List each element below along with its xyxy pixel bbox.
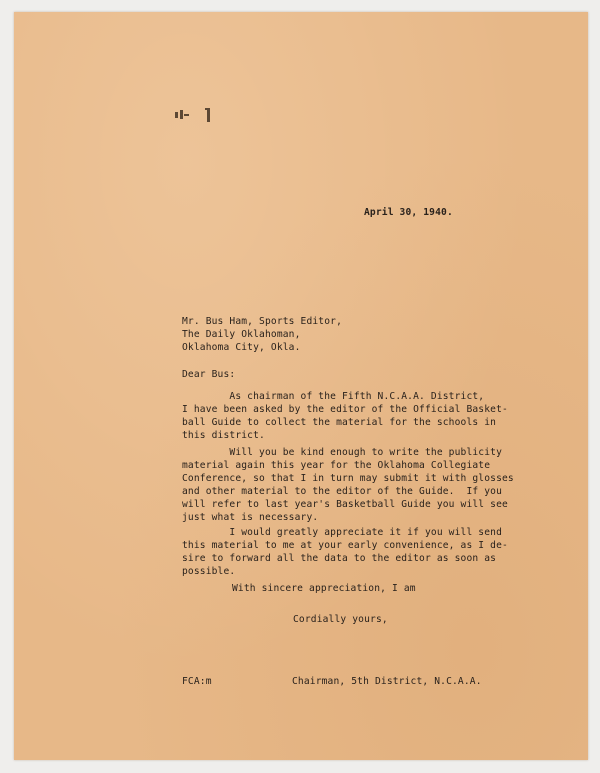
address-line: The Daily Oklahoman, [182, 329, 301, 340]
paragraph-line: this material to me at your early convenience, as I de- [182, 540, 508, 551]
paragraph-line: this district. [182, 430, 265, 441]
letter-date: April 30, 1940. [364, 207, 453, 218]
paragraph-line: and other material to the editor of the Guide. If you [182, 486, 502, 497]
address-line: Mr. Bus Ham, Sports Editor, [182, 316, 342, 327]
address-line: Oklahoma City, Okla. [182, 342, 301, 353]
paragraph-line: material again this year for the Oklahoma Collegiate [182, 460, 491, 471]
paragraph-line: just what is necessary. [182, 512, 319, 523]
closing-line: With sincere appreciation, I am [232, 583, 416, 594]
signature-title: Chairman, 5th District, N.C.A.A. [292, 676, 482, 687]
salutation: Dear Bus: [182, 369, 236, 380]
paragraph-line: I have been asked by the editor of the Official Basket- [182, 404, 508, 415]
typist-initials: FCA:m [182, 676, 212, 687]
body-paragraph [182, 446, 514, 524]
paragraph-line: I would greatly appreciate it if you will send [182, 527, 502, 538]
recipient-address [182, 315, 342, 354]
paragraph-line: Conference, so that I in turn may submit it with glosses [182, 473, 514, 484]
body-paragraph [182, 390, 508, 442]
stamp-mark-icon [169, 100, 229, 130]
paragraph-line: will refer to last year's Basketball Guide you will see [182, 499, 508, 510]
paragraph-line: possible. [182, 566, 236, 577]
letter-page [14, 12, 588, 760]
complimentary-close: Cordially yours, [293, 614, 388, 625]
paragraph-line: sire to forward all the data to the editor as soon as [182, 553, 497, 564]
body-paragraph [182, 526, 508, 578]
paragraph-line: Will you be kind enough to write the publicity [182, 447, 502, 458]
paragraph-line: As chairman of the Fifth N.C.A.A. District, [182, 391, 485, 402]
paragraph-line: ball Guide to collect the material for the schools in [182, 417, 497, 428]
